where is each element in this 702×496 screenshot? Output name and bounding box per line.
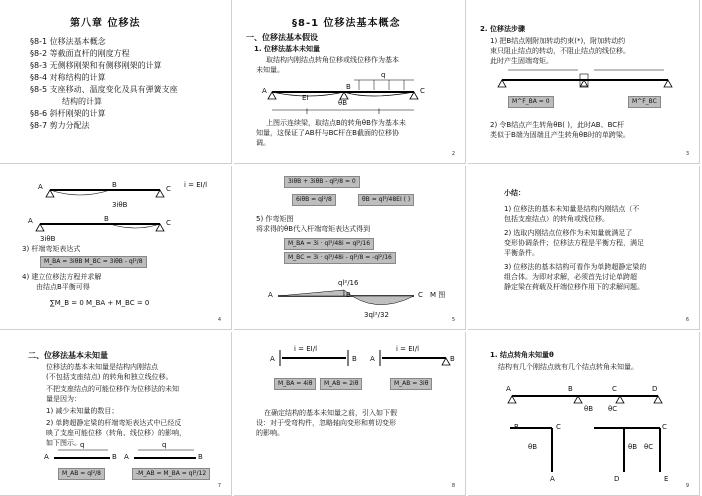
node-D: D: [652, 385, 658, 393]
span-l: l: [378, 108, 380, 116]
paragraph: 设：对于受弯构件，忽略轴向变形和剪切变形: [256, 419, 396, 427]
theta-b: θB: [528, 443, 538, 451]
toc-item: §8-1 位移法基本概念: [30, 37, 106, 46]
paragraph: 未知量。: [256, 66, 284, 74]
moment-diagram: [234, 166, 466, 330]
node-B: B: [112, 181, 117, 189]
moment-label: M 图: [430, 291, 446, 299]
slide-8[interactable]: [234, 332, 466, 496]
node-C: C: [418, 291, 423, 299]
node-C: C: [612, 385, 617, 393]
paragraph: 上图示连续梁，取结点B的转角θB作为基本未: [266, 119, 406, 127]
node-A: A: [38, 183, 43, 191]
node-C: C: [420, 87, 425, 95]
slide-9[interactable]: [468, 332, 700, 496]
formula-box: M_BC = 3i · ql³/48i - ql²/8 = -ql²/16: [284, 252, 396, 264]
formula-box: M_AB = ql²/8: [58, 468, 105, 480]
paragraph: 取结构内刚结点转角位移或线位移作为基本: [266, 56, 399, 64]
formula-box: M_AB = 3iθ: [390, 378, 432, 390]
toc-item: 结构的计算: [62, 97, 102, 106]
slide-4[interactable]: [0, 166, 232, 330]
page-number: 3: [685, 151, 689, 157]
formula-box: M_BA = 4iθ: [274, 378, 316, 390]
node-C: C: [662, 423, 667, 431]
paragraph: 类似于B端为固端且产生转角θB时的单跨梁。: [490, 131, 630, 139]
node-B: B: [352, 355, 357, 363]
stiffness: i = EI/l: [294, 345, 318, 353]
paragraph: 知量，这保证了AB杆与BC杆在B截面的位移协: [256, 129, 399, 137]
paragraph: 映了支座可能位移（转角、线位移）的影响，: [46, 429, 186, 437]
ei-label: EI: [302, 94, 309, 102]
page-number: 9: [685, 483, 689, 489]
theta-b: θB: [584, 405, 594, 413]
heading: 5) 作弯矩图: [256, 215, 294, 223]
paragraph: 静定梁在荷载及杆端位移作用下的求解问题。: [504, 283, 644, 291]
paragraph: 1) 减少未知量的数目；: [46, 407, 119, 415]
slide-1[interactable]: [0, 0, 232, 164]
formula-box: M^F_BA = 0: [508, 96, 554, 108]
load-q: q: [381, 71, 386, 79]
formula-box: M^F_BC: [628, 96, 661, 108]
paragraph: 组合体。为即对求解，必须首先讨论单跨超: [504, 273, 637, 281]
paragraph: 由结点B平衡可得: [36, 283, 90, 291]
node-E: E: [664, 475, 669, 483]
formula-box: M_BA = 3i · ql³/48i = ql²/16: [284, 238, 374, 250]
theta-label: θB: [338, 99, 348, 107]
heading-2: 1. 位移法基本未知量: [254, 45, 320, 53]
span-l: l: [306, 108, 308, 116]
paragraph: 在确定结构的基本未知量之前，引入如下假: [264, 409, 397, 417]
paragraph: 2) 选取内刚结点位移作为未知量就满足了: [504, 229, 633, 237]
paragraph: 1) 把B结点刚附加转动约束(*)，附加转动约: [490, 37, 626, 45]
page-number: 7: [217, 483, 221, 489]
heading: 1. 结点转角未知量θ: [490, 351, 554, 359]
node-A: A: [506, 385, 511, 393]
node-A: A: [28, 217, 33, 225]
slide-3[interactable]: [468, 0, 700, 164]
formula-box: M_BA = 3iθB M_BC = 3iθB - ql²/8: [40, 256, 147, 268]
node-B: B: [346, 83, 351, 91]
stiffness: i = EI/l: [396, 345, 420, 353]
slide-6[interactable]: [468, 166, 700, 330]
node-A: A: [124, 453, 129, 461]
node-C: C: [166, 185, 171, 193]
heading: 2. 位移法步骤: [480, 25, 525, 33]
toc-item: §8-3 无侧移刚架和有侧移刚架的计算: [30, 61, 162, 70]
formula-box: M_AB = 2iθ: [320, 378, 362, 390]
node-A: A: [270, 355, 275, 363]
node-A: A: [268, 291, 273, 299]
paragraph: 位移法的基本未知量是结构内刚结点: [46, 363, 158, 371]
toc-item: §8-7 剪力分配法: [30, 121, 90, 130]
slide-5[interactable]: [234, 166, 466, 330]
toc-item: §8-2 等截面直杆的刚度方程: [30, 49, 130, 58]
node-A: A: [44, 453, 49, 461]
node-D: D: [614, 475, 620, 483]
node-B: B: [198, 453, 203, 461]
page-number: 4: [217, 317, 221, 323]
slide-2[interactable]: [234, 0, 466, 164]
heading: 二、位移法基本未知量: [28, 351, 108, 360]
node-A: A: [550, 475, 555, 483]
heading: 3) 杆端弯矩表达式: [22, 245, 81, 253]
frame-diagram: [468, 332, 700, 496]
chapter-title: 第八章 位移法: [70, 18, 141, 29]
page-number: 6: [685, 317, 689, 323]
paragraph: 的影响。: [256, 429, 284, 437]
node-B: B: [346, 291, 351, 299]
moment-bottom: 3ql²/32: [364, 311, 389, 319]
formula-box: -M_AB = M_BA = ql²/12: [132, 468, 210, 480]
toc-item: §8-5 支座移动、温度变化及具有弹簧支座: [30, 85, 178, 94]
paragraph: 不把支座结点的可能位移作为位移法的未知: [46, 385, 179, 393]
node-C: C: [166, 219, 171, 227]
label: 3iθB: [112, 201, 128, 209]
paragraph: 束只阻止结点的转动，不阻止结点的线位移。: [490, 47, 630, 55]
page-number: 5: [451, 317, 455, 323]
formula-box: θB = ql³/48EI ( ): [358, 194, 414, 206]
node-B: B: [568, 385, 573, 393]
paragraph: 如下图示。: [46, 439, 81, 447]
paragraph: 平衡条件。: [504, 249, 539, 257]
stiffness: i = EI/l: [184, 181, 208, 189]
label: 3iθB: [40, 235, 56, 243]
load-q: q: [162, 441, 167, 449]
node-B: B: [112, 453, 117, 461]
paragraph: 此时产生固端弯矩。: [490, 57, 553, 65]
heading: 4) 建立位移法方程并求解: [22, 273, 102, 281]
toc-item: §8-6 斜杆刚架的计算: [30, 109, 106, 118]
equation: ∑M_B = 0 M_BA + M_BC = 0: [50, 299, 150, 307]
paragraph: 1) 位移法的基本未知量是结构内刚结点（不: [504, 205, 640, 213]
theta-c: θC: [608, 405, 618, 413]
section-title: §8-1 位移法基本概念: [292, 18, 401, 29]
paragraph: 3) 位移法的基本结构可看作为单跨超静定梁的: [504, 263, 647, 271]
heading-1: 一、位移法基本假设: [246, 33, 318, 42]
paragraph: 2) 单跨超静定梁的杆端弯矩表达式中已经反: [46, 419, 182, 427]
theta-c: θC: [644, 443, 654, 451]
heading: 小结：: [504, 189, 525, 197]
page-number: 2: [451, 151, 455, 157]
paragraph: 结构有几个刚结点就有几个结点转角未知量。: [498, 363, 638, 371]
node-B: B: [514, 423, 519, 431]
paragraph: 包括支座结点）的转角或线位移。: [504, 215, 609, 223]
moment-top: ql²/16: [338, 279, 359, 287]
node-B: B: [450, 355, 455, 363]
theta-b: θB: [628, 443, 638, 451]
node-B: B: [104, 215, 109, 223]
toc-item: §8-4 对称结构的计算: [30, 73, 106, 82]
paragraph: 将求得的θB代入杆端弯矩表达式得到: [256, 225, 371, 233]
paragraph: (不包括支座结点) 的转角和独立线位移。: [46, 373, 173, 381]
paragraph: 2) 令B结点产生转角θB( )，此时AB、BC杆: [490, 121, 625, 129]
node-C: C: [556, 423, 561, 431]
node-A: A: [262, 87, 267, 95]
formula-box: 6iθB = ql²/8: [292, 194, 336, 206]
page-number: 8: [451, 483, 455, 489]
node-A: A: [370, 355, 375, 363]
formula-box: 3iθB + 3iθB - ql²/8 = 0: [284, 176, 360, 188]
load-q: q: [80, 441, 85, 449]
paragraph: 调。: [256, 139, 270, 147]
slide-7[interactable]: [0, 332, 232, 496]
paragraph: 量是因为：: [46, 395, 81, 403]
paragraph: 变形协调条件；位移法方程是平衡方程，满足: [504, 239, 644, 247]
